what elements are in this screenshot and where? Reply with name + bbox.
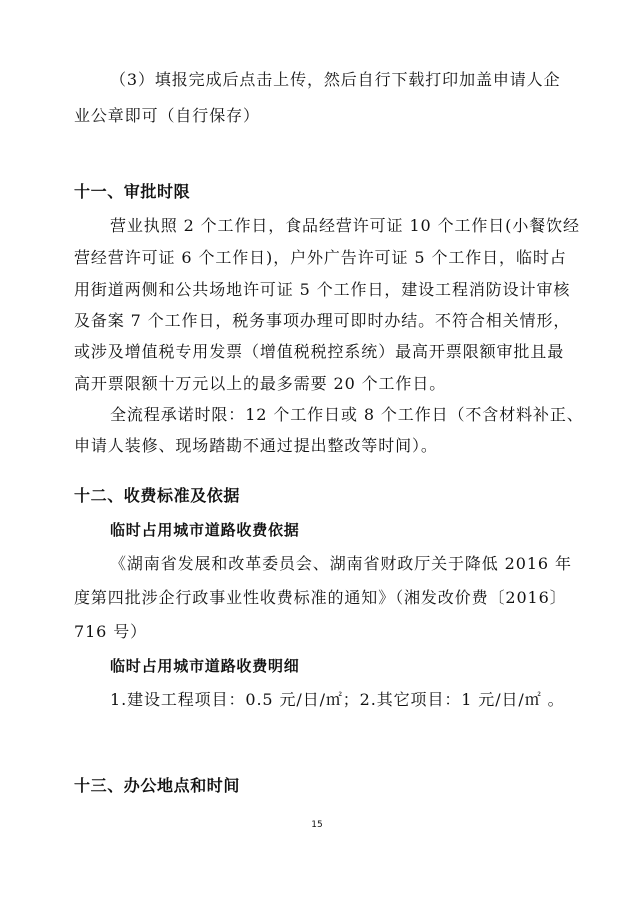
section-heading-fees: 十二、收费标准及依据 [74, 486, 241, 505]
subheading-fee-basis: 临时占用城市道路收费依据 [110, 521, 300, 539]
fee-detail-text: 1.建设工程项目：0.5 元/日/㎡；2.其它项目：1 元/日/㎡ 。 [110, 690, 565, 709]
body-text-line: 营经营许可证 6 个工作日)，户外广告许可证 5 个工作日，临时占 [74, 248, 567, 267]
body-text-line: 高开票限额十万元以上的最多需要 20 个工作日。 [74, 374, 447, 393]
body-text-line: 业公章即可（自行保存） [74, 106, 260, 125]
body-text-line: 全流程承诺时限：12 个工作日或 8 个工作日（不含材料补正、 [110, 405, 584, 424]
body-text-line: 716 号） [74, 622, 148, 641]
body-text-line: 用街道两侧和公共场地许可证 5 个工作日，建设工程消防设计审核 [74, 280, 571, 299]
section-heading-approval-time: 十一、审批时限 [74, 182, 191, 201]
body-text-line: 或涉及增值税专用发票（增值税税控系统）最高开票限额审批且最 [74, 342, 565, 361]
section-heading-office-location: 十三、办公地点和时间 [74, 776, 241, 795]
body-text-line: 申请人装修、现场踏勘不通过提出整改等时间）。 [74, 436, 438, 455]
body-text-line: 度第四批涉企行政事业性收费标准的通知》（湘发改价费〔2016〕 [74, 588, 567, 607]
body-text-line: 营业执照 2 个工作日，食品经营许可证 10 个工作日(小餐饮经 [110, 216, 580, 235]
body-text-line: （3）填报完成后点击上传，然后自行下载打印加盖申请人企 [110, 70, 561, 89]
body-text-line: 《湖南省发展和改革委员会、湖南省财政厅关于降低 2016 年 [110, 554, 572, 573]
page-number: 15 [311, 820, 323, 830]
subheading-fee-detail: 临时占用城市道路收费明细 [110, 657, 300, 675]
body-text-line: 及备案 7 个工作日，税务事项办理可即时办结。不符合相关情形， [74, 311, 571, 330]
